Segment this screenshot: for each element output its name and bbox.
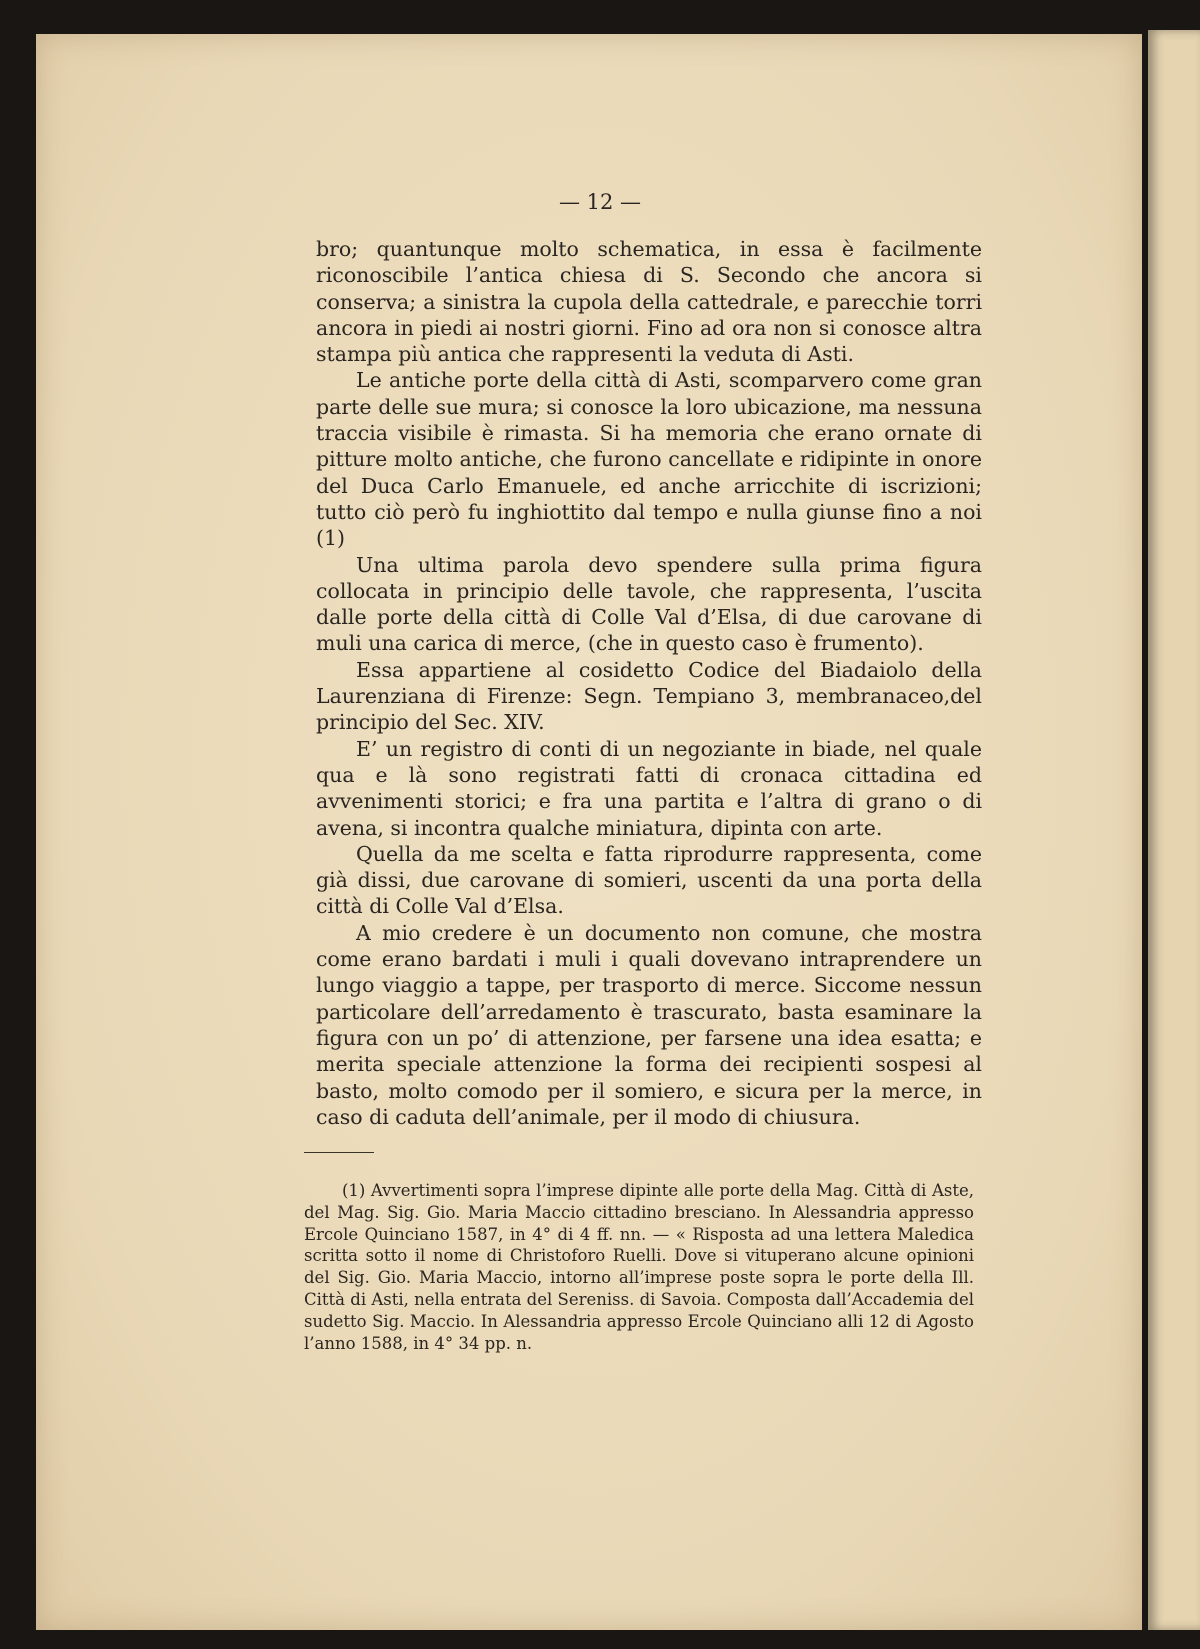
paragraph: Essa appartiene al cosidetto Codice del Biadaiolo della Laurenziana di Firenze: Segn. Tempiano 3, membranaceo,del principio del Sec. XIV. [316,657,982,735]
adjacent-page-edge [1148,30,1200,1630]
paragraph: Le antiche porte della città di Asti, scomparvero come gran parte delle sue mura; si conosce la loro ubicazione, ma nessuna traccia visibile è rimasta. Si ha memoria che erano ornate di pitture molto antiche, che furono cancellate e ridipinte in onore del Duca Carlo Emanuele, ed anche arricchite di iscrizioni; tutto ciò però fu inghiottito dal tempo e nulla giunse fino a noi (1) [316,368,982,551]
footnote: (1) Avvertimenti sopra l’imprese dipinte alle porte della Mag. Città di Aste, del Mag. Sig. Gio. Maria Maccio cittadino bresciano. In Alessandria appresso Ercole Quinciano 1587, in 4° di 4 ff. nn. — « Risposta ad una lettera Maledica scritta sotto il nome di Christoforo Ruelli. Dove si vituperano alcune opinioni del Sig. Gio. Maria Maccio, intorno all’imprese poste sopra le porte della Ill. Città di Asti, nella entrata del Sereniss. di Savoia. Composta dall’Accademia del sudetto Sig. Maccio. In Alessandria appresso Ercole Quinciano alli 12 di Agosto l’anno 1588, in 4° 34 pp. n. [304,1181,974,1353]
body-text [316,236,982,1130]
paragraph: Quella da me scelta e fatta riprodurre rappresenta, come già dissi, due carovane di somieri, uscenti da una porta della città di Colle Val d’Elsa. [316,841,982,919]
paragraph: A mio credere è un documento non comune, che mostra come erano bardati i muli i quali dovevano intraprendere un lungo viaggio a tappe, per trasporto di merce. Siccome nessun particolare dell’arredamento è trascurato, basta esaminare la figura con un po’ di attenzione, per farsene una idea esatta; e merita speciale attenzione la forma dei recipienti sospesi al basto, molto comodo per il somiero, e sicura per la merce, in caso di caduta dell’animale, per il modo di chiusura. [316,920,982,1129]
paragraph: E’ un registro di conti di un negoziante in biade, nel quale qua e là sono registrati fatti di cronaca cittadina ed avvenimenti storici; e fra una partita e l’altra di grano o di avena, si incontra qualche miniatura, dipinta con arte. [316,736,982,840]
paragraph: Una ultima parola devo spendere sulla prima figura collocata in principio delle tavole, che rappresenta, l’uscita dalle porte della città di Colle Val d’Elsa, di due carovane di muli una carica di merce, (che in questo caso è frumento). [316,552,982,656]
paragraph: bro; quantunque molto schematica, in essa è facilmente riconoscibile l’antica chiesa di S. Secondo che ancora si conserva; a sinistra la cupola della cattedrale, e parecchie torri ancora in piedi ai nostri giorni. Fino ad ora non si conosce altra stampa più antica che rappresenti la veduta di Asti. [316,237,982,367]
footnote-separator [304,1152,374,1153]
page-number: — 12 — [558,190,642,214]
